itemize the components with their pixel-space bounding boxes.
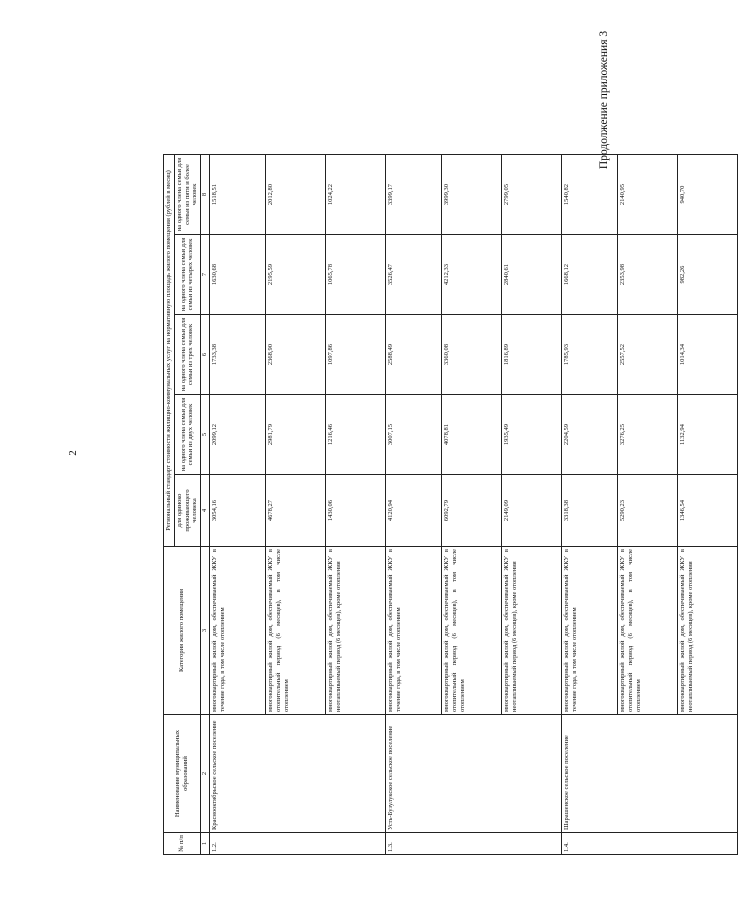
cost-value: 1065,78 — [326, 235, 386, 315]
housing-category: многоквартирный жилой дом, обеспечиваемый ЖКУ в неотапливаемый период (6 месяцев), кроме отопления — [326, 547, 386, 715]
table-row — [386, 154, 442, 854]
cost-value: 982,26 — [678, 235, 738, 315]
cost-value: 4212,33 — [442, 235, 502, 315]
cost-value: 2368,90 — [266, 315, 326, 395]
cost-value: 1024,22 — [326, 154, 386, 234]
cost-value: 1097,86 — [326, 315, 386, 395]
housing-category: многоквартирный жилой дом, обеспечиваемый ЖКУ в отопительный период (6 месяцев), в том числе отоплением — [618, 547, 678, 715]
row-number: 1.2. — [210, 833, 386, 855]
cost-value: 1935,49 — [502, 395, 562, 475]
appendix-title: Продолжение приложения 3 — [598, 30, 610, 170]
row-number: 1.3. — [386, 833, 562, 855]
cost-value: 2557,52 — [618, 315, 678, 395]
cost-value: 940,70 — [678, 154, 738, 234]
header-sub-4: на одного члена семьи для семьи из четырех человек — [174, 235, 200, 315]
cost-value: 1540,82 — [562, 154, 618, 234]
page-number: 2 — [67, 450, 79, 456]
housing-category: многоквартирный жилой дом, обеспечиваемый ЖКУ в отопительный период (6 месяцев), в том числе отоплением — [442, 547, 502, 715]
housing-category: многоквартирный жилой дом, обеспечиваемый ЖКУ в течение года, в том числе отоплением — [386, 547, 442, 715]
cost-value: 2149,09 — [502, 475, 562, 547]
row-number: 1.4. — [562, 833, 738, 855]
housing-category: многоквартирный жилой дом, обеспечиваемый ЖКУ в неотапливаемый период (6 месяцев), кроме отопления — [678, 547, 738, 715]
cost-value: 1346,54 — [678, 475, 738, 547]
cost-value: 1132,94 — [678, 395, 738, 475]
municipality-name: Усть-Бузулукское сельское поселение — [386, 715, 562, 833]
cost-value: 2195,59 — [266, 235, 326, 315]
cost-value: 1733,38 — [210, 315, 266, 395]
cost-value: 1816,89 — [502, 315, 562, 395]
col-number: 2 — [201, 715, 210, 833]
cost-value: 2588,49 — [386, 315, 442, 395]
header-sub-2: на одного члена семьи для семьи из двух человек — [174, 395, 200, 475]
header-group: Региональный стандарт стоимости жилищно-коммунальных услуг на нормативную площадь жилого помещения (рублей в месяц) — [164, 154, 175, 546]
cost-value: 2981,79 — [266, 395, 326, 475]
cost-value: 2799,05 — [502, 154, 562, 234]
cost-value: 2012,80 — [266, 154, 326, 234]
cost-value: 3318,38 — [562, 475, 618, 547]
table-row — [210, 154, 266, 854]
cost-value: 3054,16 — [210, 475, 266, 547]
cost-value: 2353,98 — [618, 235, 678, 315]
cost-value: 1216,46 — [326, 395, 386, 475]
col-number: 4 — [201, 475, 210, 547]
table-row — [562, 154, 618, 854]
cost-value: 1430,06 — [326, 475, 386, 547]
column-number-row — [201, 154, 210, 854]
col-number: 6 — [201, 315, 210, 395]
cost-value: 6092,79 — [442, 475, 502, 547]
municipality-name: Краснооктябрьское сельское поселение — [210, 715, 386, 833]
cost-value: 3007,15 — [386, 395, 442, 475]
cost-value: 2840,61 — [502, 235, 562, 315]
cost-value: 4120,94 — [386, 475, 442, 547]
cost-value: 1518,51 — [210, 154, 266, 234]
header-num: № п/п — [164, 833, 201, 855]
cost-value: 3276,25 — [618, 395, 678, 475]
cost-value: 1014,34 — [678, 315, 738, 395]
header-sub-5: на одного члена семьи для семьи из пяти и более человек — [174, 154, 200, 234]
header-category: Категория жилого помещения — [164, 547, 201, 715]
table-body — [210, 154, 738, 854]
cost-value: 3399,17 — [386, 154, 442, 234]
housing-standard-table — [163, 154, 738, 855]
cost-value: 4078,81 — [442, 395, 502, 475]
col-number: 7 — [201, 235, 210, 315]
col-number: 5 — [201, 395, 210, 475]
header-name: Наименование муниципальных образований — [164, 715, 201, 833]
cost-value: 2204,59 — [562, 395, 618, 475]
cost-value: 1668,12 — [562, 235, 618, 315]
municipality-name: Шарашенское сельское поселение — [562, 715, 738, 833]
housing-category: многоквартирный жилой дом, обеспечиваемый ЖКУ в течение года, в том числе отоплением — [562, 547, 618, 715]
cost-value: 4678,27 — [266, 475, 326, 547]
cost-value: 1630,68 — [210, 235, 266, 315]
cost-value: 5290,23 — [618, 475, 678, 547]
cost-value: 3999,30 — [442, 154, 502, 234]
header-sub-3: на одного члена семьи для семьи из трех человек — [174, 315, 200, 395]
housing-category: многоквартирный жилой дом, обеспечиваемый ЖКУ в отопительный период (6 месяцев), в том числе отоплением — [266, 547, 326, 715]
cost-value: 3526,47 — [386, 235, 442, 315]
housing-category: многоквартирный жилой дом, обеспечиваемый ЖКУ в неотапливаемый период (6 месяцев), кроме отопления — [502, 547, 562, 715]
col-number: 1 — [201, 833, 210, 855]
cost-value: 2140,95 — [618, 154, 678, 234]
col-number: 8 — [201, 154, 210, 234]
header-sub-1: для одиноко проживающего человека — [174, 475, 200, 547]
cost-value: 2099,12 — [210, 395, 266, 475]
cost-value: 3360,08 — [442, 315, 502, 395]
table-header — [164, 154, 210, 854]
rotated-table-container — [163, 155, 694, 855]
housing-category: многоквартирный жилой дом, обеспечиваемый ЖКУ в течение года, в том числе отоплением — [210, 547, 266, 715]
cost-value: 1785,93 — [562, 315, 618, 395]
col-number: 3 — [201, 547, 210, 715]
